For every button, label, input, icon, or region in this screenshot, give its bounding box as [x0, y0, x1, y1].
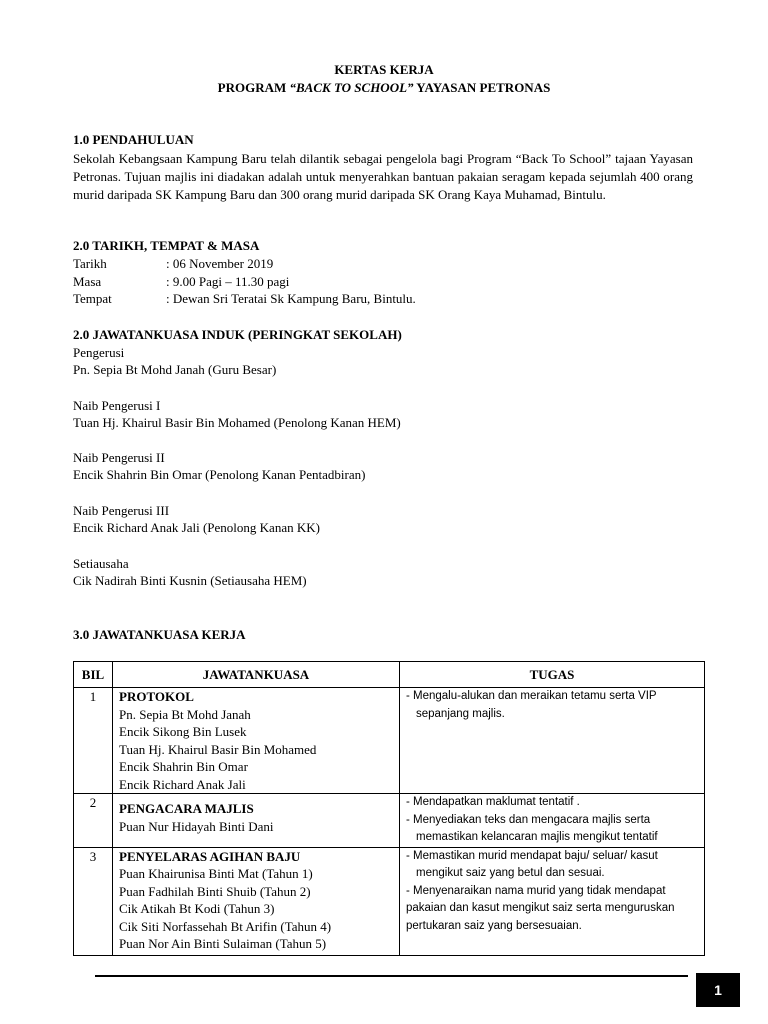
committee-name: PROTOKOL — [119, 689, 194, 704]
section-heading-jawatankuasa-kerja: 3.0 JAWATANKUASA KERJA — [73, 627, 246, 642]
committee-member: Cik Atikah Bt Kodi (Tahun 3) — [119, 901, 275, 916]
committee-member: Pn. Sepia Bt Mohd Janah — [119, 706, 251, 722]
subtitle-program-name: “BACK TO SCHOOL” — [289, 80, 414, 95]
committee-cell — [113, 688, 400, 794]
task-cell — [400, 847, 705, 955]
role-person: Encik Shahrin Bin Omar (Penolong Kanan Pentadbiran) — [73, 467, 366, 482]
detail-value: : Dewan Sri Teratai Sk Kampung Baru, Bintulu. — [166, 291, 416, 306]
committee-member: Puan Nor Ain Binti Sulaiman (Tahun 5) — [119, 936, 327, 951]
committee-cell — [113, 847, 400, 955]
row-number: 1 — [89, 689, 97, 704]
role-title: Naib Pengerusi III — [73, 503, 170, 518]
committee-member: Encik Shahrin Bin Omar — [119, 759, 248, 774]
section-heading-pendahuluan: 1.0 PENDAHULUAN — [73, 132, 194, 147]
section-heading-tarikh: 2.0 TARIKH, TEMPAT & MASA — [73, 238, 260, 253]
committee-member: Cik Siti Norfassehah Bt Arifin (Tahun 4) — [119, 918, 332, 934]
row-number-cell — [74, 688, 113, 794]
task-line: pertukaran saiz yang bersesuaian. — [406, 919, 582, 932]
role-title: Setiausaha — [73, 556, 129, 571]
detail-value: : 06 November 2019 — [166, 256, 274, 271]
footer-divider — [95, 975, 688, 977]
task-line: - Mengalu-alukan dan meraikan tetamu serta VIP — [406, 690, 657, 702]
subtitle-suffix: YAYASAN PETRONAS — [413, 80, 551, 95]
role-title: Naib Pengerusi II — [73, 450, 165, 465]
detail-label: Tarikh — [73, 256, 107, 271]
committee-name: PENGACARA MAJLIS — [119, 801, 254, 816]
committee-cell — [113, 794, 400, 848]
table-row — [74, 794, 705, 848]
column-header-bil: BIL — [74, 662, 113, 688]
row-number-cell — [74, 794, 113, 848]
table-row — [74, 688, 705, 794]
task-line: - Menyenaraikan nama murid yang tidak mendapat — [406, 884, 666, 897]
role-title: Pengerusi — [73, 345, 125, 360]
committee-member: Puan Nur Hidayah Binti Dani — [119, 818, 274, 834]
committee-table — [73, 661, 705, 956]
task-line: mengikut saiz yang betul dan sesuai. — [416, 867, 605, 879]
committee-member: Puan Fadhilah Binti Shuib (Tahun 2) — [119, 883, 311, 899]
detail-label: Tempat — [73, 291, 112, 306]
task-cell — [400, 688, 705, 794]
document-title: KERTAS KERJA — [334, 62, 434, 77]
subtitle-prefix: PROGRAM — [217, 80, 290, 95]
role-person: Cik Nadirah Binti Kusnin (Setiausaha HEM) — [73, 573, 307, 588]
role-person: Pn. Sepia Bt Mohd Janah (Guru Besar) — [73, 362, 277, 377]
role-title: Naib Pengerusi I — [73, 398, 161, 413]
task-line: - Mendapatkan maklumat tentatif . — [406, 796, 580, 808]
column-header-jawatankuasa: JAWATANKUASA — [113, 662, 400, 688]
detail-label: Masa — [73, 274, 102, 289]
task-cell — [400, 794, 705, 848]
row-number: 3 — [89, 848, 97, 864]
section-heading-jawatankuasa-induk: 2.0 JAWATANKUASA INDUK (PERINGKAT SEKOLAH) — [73, 327, 402, 342]
task-line: sepanjang majlis. — [416, 707, 505, 720]
page-number-badge — [696, 973, 740, 1007]
committee-name: PENYELARAS AGIHAN BAJU — [119, 848, 301, 864]
row-number-cell — [74, 847, 113, 955]
task-line: memastikan kelancaran majlis mengikut tentatif — [416, 831, 658, 843]
table-header-row — [74, 662, 705, 688]
role-person: Encik Richard Anak Jali (Penolong Kanan KK) — [73, 520, 320, 535]
task-line: - Memastikan murid mendapat baju/ seluar/ kasut — [406, 849, 658, 862]
row-number: 2 — [89, 795, 97, 810]
pendahuluan-paragraph: Sekolah Kebangsaan Kampung Baru telah dilantik sebagai pengelola bagi Program “Back To School” tajaan Yayasan Petronas. Tujuan majlis ini diadakan adalah untuk menyerahkan bantuan pakaian seragam kepada sejumlah 400 orang murid daripada SK Kampung Baru dan 300 orang murid daripada SK Orang Kaya Muhamad, Bintulu. — [73, 151, 693, 202]
committee-member: Encik Sikong Bin Lusek — [119, 724, 247, 739]
page-number: 1 — [714, 982, 722, 998]
committee-member: Puan Khairunisa Binti Mat (Tahun 1) — [119, 866, 313, 881]
table-row — [74, 847, 705, 955]
task-line: pakaian dan kasut mengikut saiz serta menguruskan — [406, 902, 675, 914]
document-subtitle — [0, 80, 768, 96]
detail-value: : 9.00 Pagi – 11.30 pagi — [166, 274, 290, 289]
task-line: - Menyediakan teks dan mengacara majlis serta — [406, 813, 651, 826]
committee-member: Encik Richard Anak Jali — [119, 776, 246, 792]
column-header-tugas: TUGAS — [400, 662, 705, 688]
committee-member: Tuan Hj. Khairul Basir Bin Mohamed — [119, 741, 317, 757]
role-person: Tuan Hj. Khairul Basir Bin Mohamed (Penolong Kanan HEM) — [73, 415, 401, 430]
